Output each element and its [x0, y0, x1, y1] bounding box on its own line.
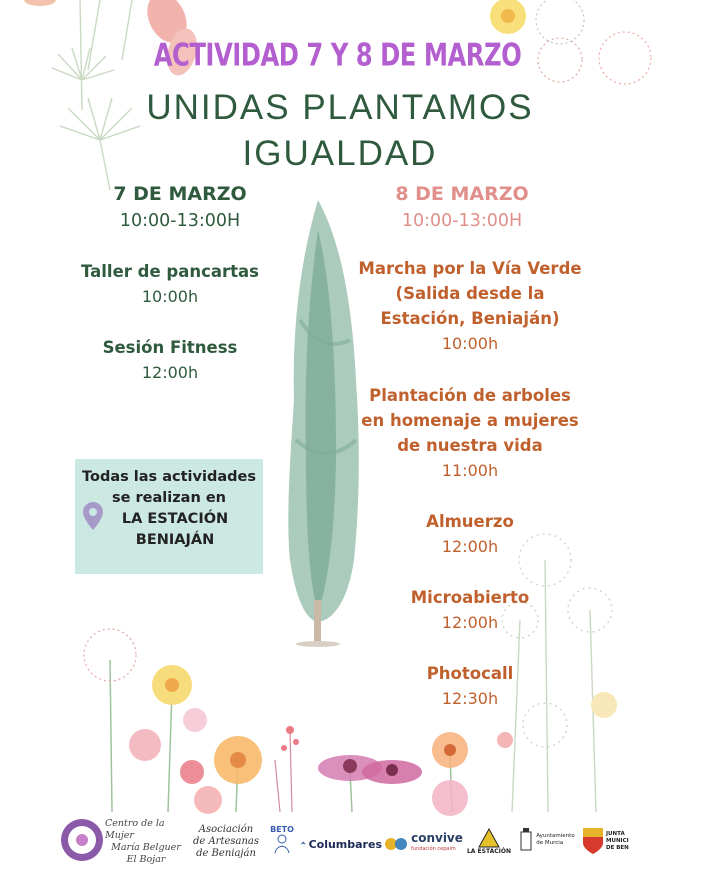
location-box	[75, 459, 263, 574]
logo-text: El Bojar	[126, 854, 166, 865]
logo-text: de Murcia	[536, 840, 564, 846]
logo-text: JUNTA	[606, 830, 625, 837]
logo-text: María Belguer	[111, 842, 181, 853]
event-time: 10:00h	[441, 334, 499, 353]
event-label: (Salida desde la	[395, 284, 545, 303]
location-line-3: LA ESTACIÓN	[121, 511, 229, 527]
day1-event	[70, 335, 270, 385]
day2-event	[345, 585, 595, 635]
logo-text: LA ESTACIÓN	[466, 847, 511, 855]
event-label: Estación, Beniaján)	[380, 309, 560, 328]
logo-text: Asociación	[198, 824, 254, 835]
logo-text: MUNICI	[606, 837, 629, 844]
logo-text: Ayuntamiento	[536, 833, 575, 839]
day2-hours: 10:00-13:00H	[401, 211, 523, 231]
beto-logo	[266, 820, 298, 858]
location-line-2: se realizan en	[112, 490, 226, 506]
day1-event	[70, 259, 270, 309]
event-time: 11:00h	[441, 461, 499, 480]
event-label: Sesión Fitness	[102, 338, 238, 357]
logo-text: convive	[411, 831, 463, 845]
event-dates-kicker: ACTIVIDAD 7 Y 8 DE MARZO	[153, 38, 522, 74]
sponsor-logos-strip	[0, 812, 710, 889]
day1-hours: 10:00-13:00H	[119, 211, 241, 231]
figure-icon	[273, 834, 291, 854]
event-label: Taller de pancartas	[81, 262, 259, 281]
dots-icon	[385, 837, 409, 851]
bottom-flower-garden	[84, 629, 513, 816]
event-time: 12:30h	[441, 689, 499, 708]
event-label: Marcha por la Vía Verde	[358, 259, 582, 278]
logo-text: Columbares	[308, 837, 382, 851]
page-title-line-1: UNIDAS PLANTAMOS	[146, 88, 534, 127]
ayuntamiento-murcia-logo	[516, 820, 578, 860]
logo-text: Centro de la Mujer	[105, 818, 165, 841]
crest-icon	[519, 828, 533, 852]
asociacion-artesanas-logo	[190, 822, 262, 862]
logo-text: fundación cepaim	[411, 846, 456, 852]
junta-municipal-logo	[582, 822, 630, 860]
event-time: 12:00h	[441, 613, 499, 632]
location-line-1: Todas las actividades	[82, 469, 256, 485]
day2-event	[345, 256, 595, 356]
logo-text: DE BEN	[606, 844, 629, 851]
day2-event	[345, 383, 595, 483]
event-label: Photocall	[426, 664, 514, 683]
columbares-logo	[300, 834, 382, 854]
day1-date: 7 DE MARZO	[113, 183, 247, 205]
event-label: Plantación de arboles	[369, 386, 571, 405]
logo-text: de Artesanas	[192, 836, 260, 847]
event-label: en homenaje a mujeres	[361, 411, 579, 430]
la-estacion-logo	[466, 822, 512, 860]
location-line-4: BENIAJÁN	[135, 532, 215, 548]
event-time: 10:00h	[141, 287, 199, 306]
centro-maria-belguer-logo	[105, 818, 187, 865]
event-label: Microabierto	[410, 588, 530, 607]
convive-logo	[384, 830, 464, 858]
seal-icon	[60, 818, 104, 862]
day2-event	[345, 509, 595, 559]
event-label: de nuestra vida	[397, 436, 543, 455]
page-title-line-2: IGUALDAD	[242, 134, 438, 173]
centro-mujer-seal-logo	[60, 818, 104, 862]
day2-date: 8 DE MARZO	[395, 183, 529, 205]
day2-event	[345, 661, 595, 711]
triangle-icon	[478, 828, 500, 848]
event-time: 12:00h	[441, 537, 499, 556]
logo-text: de Beniaján	[196, 848, 256, 859]
event-label: Almuerzo	[426, 512, 514, 531]
logo-text: BETO	[270, 824, 294, 834]
shield-icon	[582, 827, 604, 855]
bird-icon	[300, 837, 307, 851]
event-time: 12:00h	[141, 363, 199, 382]
